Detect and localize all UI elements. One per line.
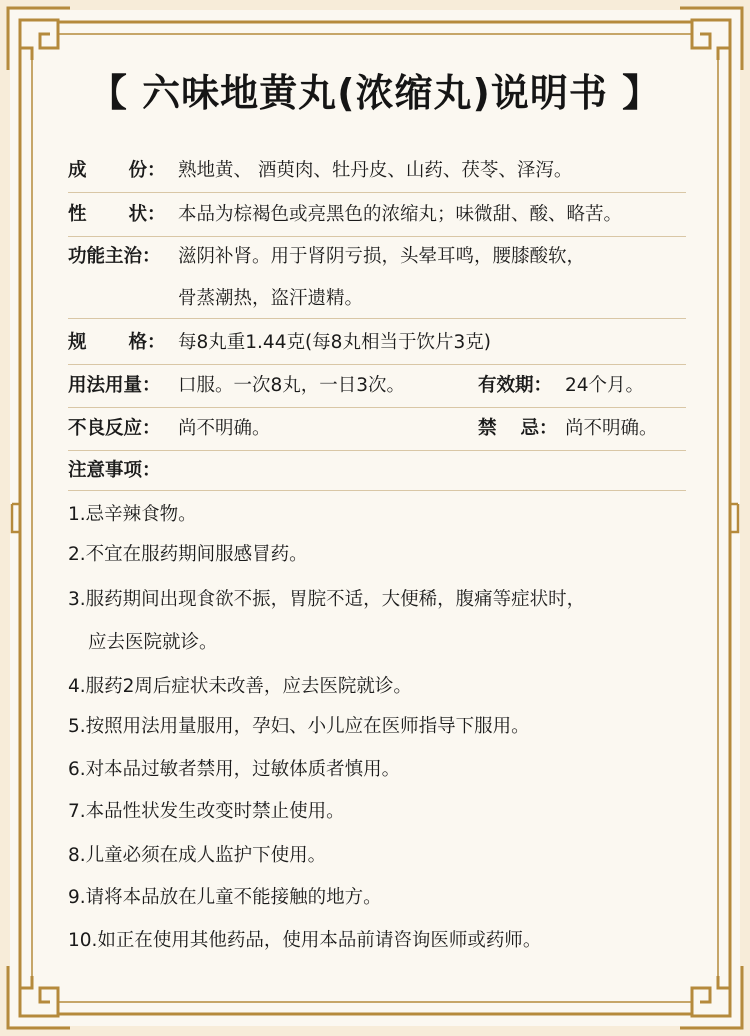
field-adverse	[68, 414, 686, 451]
field-indications	[68, 242, 686, 319]
precautions-heading	[68, 456, 686, 491]
field-label-contraindications: 禁 忌：	[478, 418, 558, 439]
field-label: 规 格：	[68, 332, 166, 353]
field-value: 熟地黄、 酒萸肉、牡丹皮、山药、茯苓、泽泻。	[178, 160, 573, 181]
list-item-continuation: 应去医院就诊。	[88, 632, 218, 653]
field-label: 性 状：	[68, 204, 166, 225]
document-title: 【 六味地黄丸(浓缩丸)说明书 】	[88, 71, 662, 115]
field-dosage	[68, 371, 686, 408]
field-ingredients	[68, 156, 686, 193]
list-item: 9.请将本品放在儿童不能接触的地方。	[68, 887, 382, 908]
field-label: 用法用量：	[68, 375, 161, 396]
field-value-line1: 滋阴补肾。用于肾阴亏损，头晕耳鸣，腰膝酸软，	[178, 246, 586, 267]
field-value-line2: 骨蒸潮热，盗汗遗精。	[178, 288, 364, 309]
field-label: 成 份：	[68, 160, 166, 181]
field-value-contraindications: 尚不明确。	[565, 418, 658, 439]
list-item: 2.不宜在服药期间服感冒药。	[68, 544, 308, 565]
field-value: 每8丸重1.44克(每8丸相当于饮片3克)	[178, 332, 491, 353]
list-item: 8.儿童必须在成人监护下使用。	[68, 845, 327, 866]
field-label: 注意事项：	[68, 460, 161, 481]
field-label: 功能主治：	[68, 246, 161, 267]
list-item: 1.忌辛辣食物。	[68, 504, 197, 525]
field-value-validity: 24个月。	[565, 375, 645, 396]
field-value: 本品为棕褐色或亮黑色的浓缩丸；味微甜、酸、略苦。	[178, 204, 623, 225]
list-item-text: 3.服药期间出现食欲不振，胃脘不适，大便稀，腹痛等症状时，	[68, 589, 586, 610]
list-item: 5.按照用法用量服用，孕妇、小儿应在医师指导下服用。	[68, 716, 530, 737]
field-value: 口服。一次8丸，一日3次。	[178, 375, 406, 396]
list-item: 7.本品性状发生改变时禁止使用。	[68, 801, 345, 822]
list-item: 4.服药2周后症状未改善，应去医院就诊。	[68, 676, 412, 697]
list-item	[68, 585, 585, 658]
field-label: 不良反应：	[68, 418, 161, 439]
list-item: 6.对本品过敏者禁用，过敏体质者慎用。	[68, 759, 401, 780]
field-label-validity: 有效期：	[478, 375, 553, 396]
field-specification	[68, 328, 686, 365]
list-item: 10.如正在使用其他药品，使用本品前请咨询医师或药师。	[68, 930, 542, 951]
field-appearance	[68, 200, 686, 237]
field-value: 尚不明确。	[178, 418, 271, 439]
